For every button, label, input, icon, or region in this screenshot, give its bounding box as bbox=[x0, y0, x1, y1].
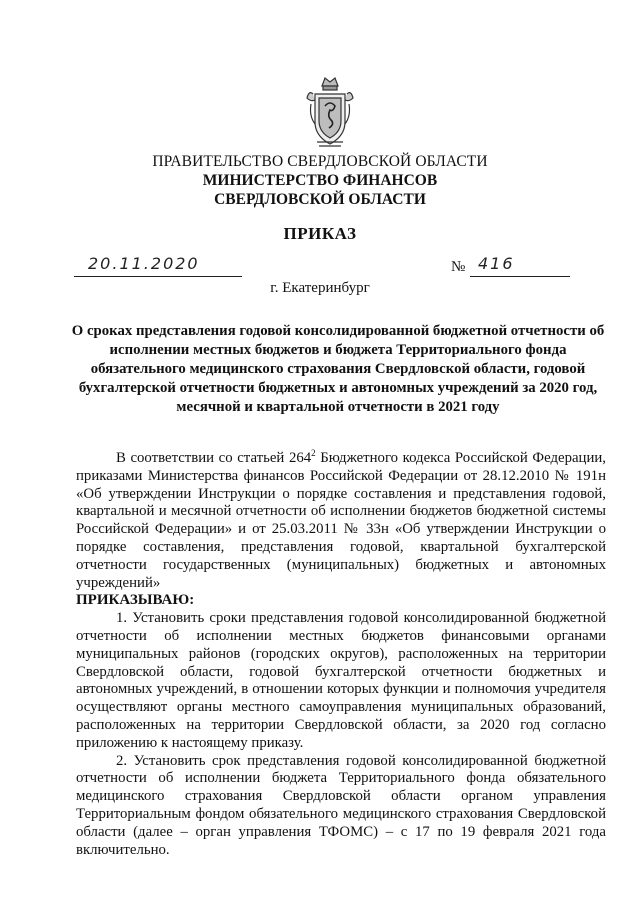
government-name: ПРАВИТЕЛЬСТВО СВЕРДЛОВСКОЙ ОБЛАСТИ bbox=[152, 153, 488, 170]
order-item-2: 2. Установить срок представления годовой консолидированной бюджетной отчетности об исполнении бюджета Территориального фонда обязательного медицинского страхования Свердловской области органом управления Территориальным фондом обязательного медицинского страхования Свердловской области (далее – орган управления ТФОМС) – с 17 по 19 февраля 2021 года включительно. bbox=[76, 752, 606, 858]
order-number: 416 bbox=[478, 254, 515, 273]
ministry-line-1: МИНИСТЕРСТВО ФИНАНСОВ bbox=[202, 172, 438, 189]
number-sign: № bbox=[451, 259, 466, 275]
preamble-text-start: В соответствии со статьей 264 bbox=[116, 450, 312, 466]
preamble-text-end: Бюджетного кодекса Российской Федерации, приказами Министерства финансов Российской Федерации от 28.12.2010 № 191н «Об утверждении Инструкции о порядке составления и представления годовой, квартальной и месячной отчетности об исполнении бюджетов бюджетной системы Российской Федерации» и от 25.03.2011 № 33н «Об утверждении Инструкции о порядке составления, представления годовой, квартальной бухгалтерской отчетности государственных (муниципальных) бюджетных и автономных учреждений» bbox=[76, 450, 606, 591]
article-superscript: 2 bbox=[311, 448, 316, 459]
date-field bbox=[74, 256, 242, 277]
number-field bbox=[470, 256, 570, 277]
ministry-line-2: СВЕРДЛОВСКОЙ ОБЛАСТИ bbox=[214, 191, 426, 208]
ministry-name bbox=[0, 171, 640, 209]
order-subject: О сроках представления годовой консолидированной бюджетной отчетности об исполнении местных бюджетов и бюджета Территориального фонда обязательного медицинского страхования Свердловской области, годовой бухгалтерской отчетности бюджетных и автономных учреждений за 2020 год, месячной и квартальной отчетности в 2021 году bbox=[71, 323, 605, 415]
order-body bbox=[76, 450, 606, 859]
city-name: г. Екатеринбург bbox=[270, 280, 370, 296]
order-item-1: 1. Установить сроки представления годовой консолидированной бюджетной отчетности об исполнении местных бюджетов финансовыми органами муниципальных районов (городских округов), расположенных на территории Свердловской области, годовой бухгалтерской отчетности бюджетных и автономных учреждений, в отношении которых функции и полномочия учредителя осуществляют органы местного самоуправления муниципальных образований, расположенных на территории Свердловской области, за 2020 год согласно приложению к настоящему приказу. bbox=[76, 610, 606, 751]
preamble-paragraph bbox=[76, 450, 606, 592]
coat-of-arms-icon bbox=[305, 72, 355, 152]
order-date: 20.11.2020 bbox=[88, 254, 200, 273]
document-type: ПРИКАЗ bbox=[283, 224, 357, 243]
order-word: ПРИКАЗЫВАЮ: bbox=[76, 592, 195, 609]
